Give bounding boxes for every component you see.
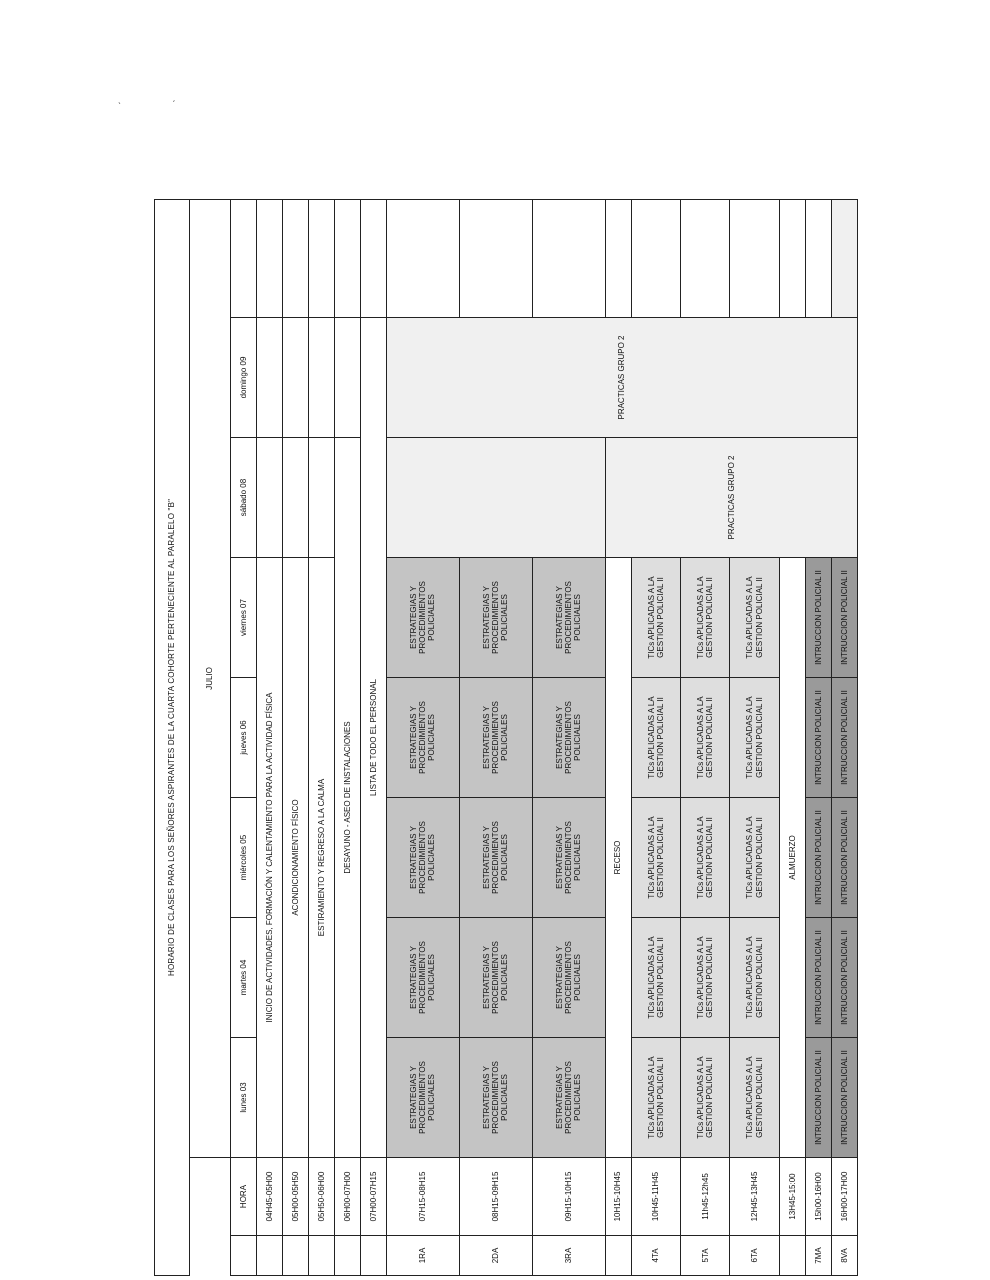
subject-cell: TICs APLICADAS A LA GESTION POLICIAL II — [681, 558, 730, 678]
col-header-lunes: lunes 03 — [231, 1038, 257, 1158]
practicas-domingo-cell: PRACTICAS GRUPO 2 — [386, 318, 857, 438]
subject-cell: ESTRATEGIAS Y PROCEDIMIENTOS POLICIALES — [459, 1038, 532, 1158]
time-slot: 09H15-10H15 — [532, 1158, 605, 1236]
subject-cell: INTRUCCION POLICIAL II — [831, 798, 857, 918]
subject-cell: TICs APLICADAS A LA GESTION POLICIAL II — [730, 918, 779, 1038]
subject-cell: ESTRATEGIAS Y PROCEDIMIENTOS POLICIALES — [459, 558, 532, 678]
period-label: 6TA — [730, 1236, 779, 1276]
subject-cell: ESTRATEGIAS Y PROCEDIMIENTOS POLICIALES — [459, 798, 532, 918]
time-slot: 05H00-05H50 — [282, 1158, 308, 1236]
subject-cell: ESTRATEGIAS Y PROCEDIMIENTOS POLICIALES — [532, 798, 605, 918]
subject-cell: ESTRATEGIAS Y PROCEDIMIENTOS POLICIALES — [459, 678, 532, 798]
table-row — [334, 199, 360, 1275]
time-slot: 15h00-16H00 — [805, 1158, 831, 1236]
time-slot: 08H15-09H15 — [459, 1158, 532, 1236]
period-label — [360, 1236, 386, 1276]
subject-cell: TICs APLICADAS A LA GESTION POLICIAL II — [631, 678, 680, 798]
period-label: 3RA — [532, 1236, 605, 1276]
table-row — [256, 199, 282, 1275]
subject-cell: ESTRATEGIAS Y PROCEDIMIENTOS POLICIALES — [386, 1038, 459, 1158]
subject-cell: TICs APLICADAS A LA GESTION POLICIAL II — [631, 558, 680, 678]
time-slot: 10H45-11H45 — [631, 1158, 680, 1236]
subject-cell: ESTRATEGIAS Y PROCEDIMIENTOS POLICIALES — [386, 918, 459, 1038]
time-slot: 11h45-12h45 — [681, 1158, 730, 1236]
period-label: 1RA — [386, 1236, 459, 1276]
col-header-hora: HORA — [231, 1158, 257, 1236]
scan-mark: ˎ — [118, 94, 122, 105]
period-label: 8VA — [831, 1236, 857, 1276]
empty-weekend-cell — [831, 199, 857, 317]
month-label: JULIO — [190, 199, 231, 1157]
subject-cell: ESTRATEGIAS Y PROCEDIMIENTOS POLICIALES — [532, 918, 605, 1038]
subject-cell: TICs APLICADAS A LA GESTION POLICIAL II — [730, 678, 779, 798]
col-header-martes: martes 04 — [231, 918, 257, 1038]
subject-cell: TICs APLICADAS A LA GESTION POLICIAL II — [730, 558, 779, 678]
table-row — [308, 199, 334, 1275]
activity-cell: DESAYUNO - ASEO DE INSTALACIONES — [334, 438, 360, 1158]
period-label — [308, 1236, 334, 1276]
subject-cell: TICs APLICADAS A LA GESTION POLICIAL II — [681, 918, 730, 1038]
subject-cell: TICs APLICADAS A LA GESTION POLICIAL II — [730, 1038, 779, 1158]
time-slot: 16H00-17H00 — [831, 1158, 857, 1236]
subject-cell: INTRUCCION POLICIAL II — [805, 1038, 831, 1158]
rotated-schedule-page — [154, 200, 858, 1276]
col-header-sabado: sábado 08 — [231, 438, 257, 558]
time-slot: 10H15-10H45 — [605, 1158, 631, 1236]
period-label — [256, 1236, 282, 1276]
subject-cell: INTRUCCION POLICIAL II — [831, 1038, 857, 1158]
activity-cell: RECESO — [605, 558, 631, 1158]
subject-cell: INTRUCCION POLICIAL II — [805, 558, 831, 678]
subject-cell: TICs APLICADAS A LA GESTION POLICIAL II — [730, 798, 779, 918]
col-header-domingo: domingo 09 — [231, 318, 257, 438]
time-slot: 07H15-08H15 — [386, 1158, 459, 1236]
activity-cell: ACONDICIONAMIENTO FÍSICO — [282, 558, 308, 1158]
time-slot: 12H45-13H45 — [730, 1158, 779, 1236]
subject-cell: TICs APLICADAS A LA GESTION POLICIAL II — [681, 798, 730, 918]
period-label: 4TA — [631, 1236, 680, 1276]
subject-cell: ESTRATEGIAS Y PROCEDIMIENTOS POLICIALES — [532, 558, 605, 678]
subject-cell: TICs APLICADAS A LA GESTION POLICIAL II — [681, 678, 730, 798]
col-header-viernes: viernes 07 — [231, 558, 257, 678]
empty-weekend-cell — [386, 438, 605, 558]
time-slot: 07H00-07H15 — [360, 1158, 386, 1236]
activity-cell: LISTA DE TODO EL PERSONAL — [360, 318, 386, 1158]
subject-cell: ESTRATEGIAS Y PROCEDIMIENTOS POLICIALES — [532, 1038, 605, 1158]
subject-cell: INTRUCCION POLICIAL II — [831, 558, 857, 678]
period-label — [282, 1236, 308, 1276]
subject-cell: INTRUCCION POLICIAL II — [831, 918, 857, 1038]
time-slot: 04H45-05H00 — [256, 1158, 282, 1236]
schedule-title: HORARIO DE CLASES PARA LOS SEÑORES ASPIRANTES DE LA CUARTA COHORTE PERTENECIENTE AL PARALELO "B" — [155, 199, 190, 1275]
table-row — [282, 199, 308, 1275]
time-slot: 06H00-07H00 — [334, 1158, 360, 1236]
activity-cell: INICIO DE ACTIVIDADES, FORMACIÓN Y CALENTAMIENTO PARA LA ACTIVIDAD FÍSICA — [256, 558, 282, 1158]
scan-mark: ˏ — [172, 92, 176, 103]
time-slot: 05H50-06H00 — [308, 1158, 334, 1236]
activity-cell: ESTIRAMIENTO Y REGRESO A LA CALMA — [308, 558, 334, 1158]
subject-cell: ESTRATEGIAS Y PROCEDIMIENTOS POLICIALES — [386, 558, 459, 678]
activity-cell: ALMUERZO — [779, 558, 805, 1158]
period-label: 5TA — [681, 1236, 730, 1276]
col-header-jueves: jueves 06 — [231, 678, 257, 798]
subject-cell: ESTRATEGIAS Y PROCEDIMIENTOS POLICIALES — [459, 918, 532, 1038]
subject-cell: ESTRATEGIAS Y PROCEDIMIENTOS POLICIALES — [532, 678, 605, 798]
subject-cell: ESTRATEGIAS Y PROCEDIMIENTOS POLICIALES — [386, 798, 459, 918]
period-label: 2DA — [459, 1236, 532, 1276]
period-label — [779, 1236, 805, 1276]
subject-cell: ESTRATEGIAS Y PROCEDIMIENTOS POLICIALES — [386, 678, 459, 798]
subject-cell: TICs APLICADAS A LA GESTION POLICIAL II — [631, 1038, 680, 1158]
subject-cell: TICs APLICADAS A LA GESTION POLICIAL II — [681, 1038, 730, 1158]
subject-cell: INTRUCCION POLICIAL II — [805, 678, 831, 798]
period-label — [334, 1236, 360, 1276]
practicas-sabado-cell: PRACTICAS GRUPO 2 — [605, 438, 857, 558]
table-row — [386, 199, 459, 1275]
subject-cell: INTRUCCION POLICIAL II — [805, 918, 831, 1038]
period-label — [605, 1236, 631, 1276]
class-schedule-table — [154, 199, 858, 1276]
table-row — [360, 199, 386, 1275]
subject-cell: TICs APLICADAS A LA GESTION POLICIAL II — [631, 918, 680, 1038]
subject-cell: INTRUCCION POLICIAL II — [805, 798, 831, 918]
col-header-miercoles: miércoles 05 — [231, 798, 257, 918]
time-slot: 13H45-15:00 — [779, 1158, 805, 1236]
period-label: 7MA — [805, 1236, 831, 1276]
subject-cell: TICs APLICADAS A LA GESTION POLICIAL II — [631, 798, 680, 918]
subject-cell: INTRUCCION POLICIAL II — [831, 678, 857, 798]
